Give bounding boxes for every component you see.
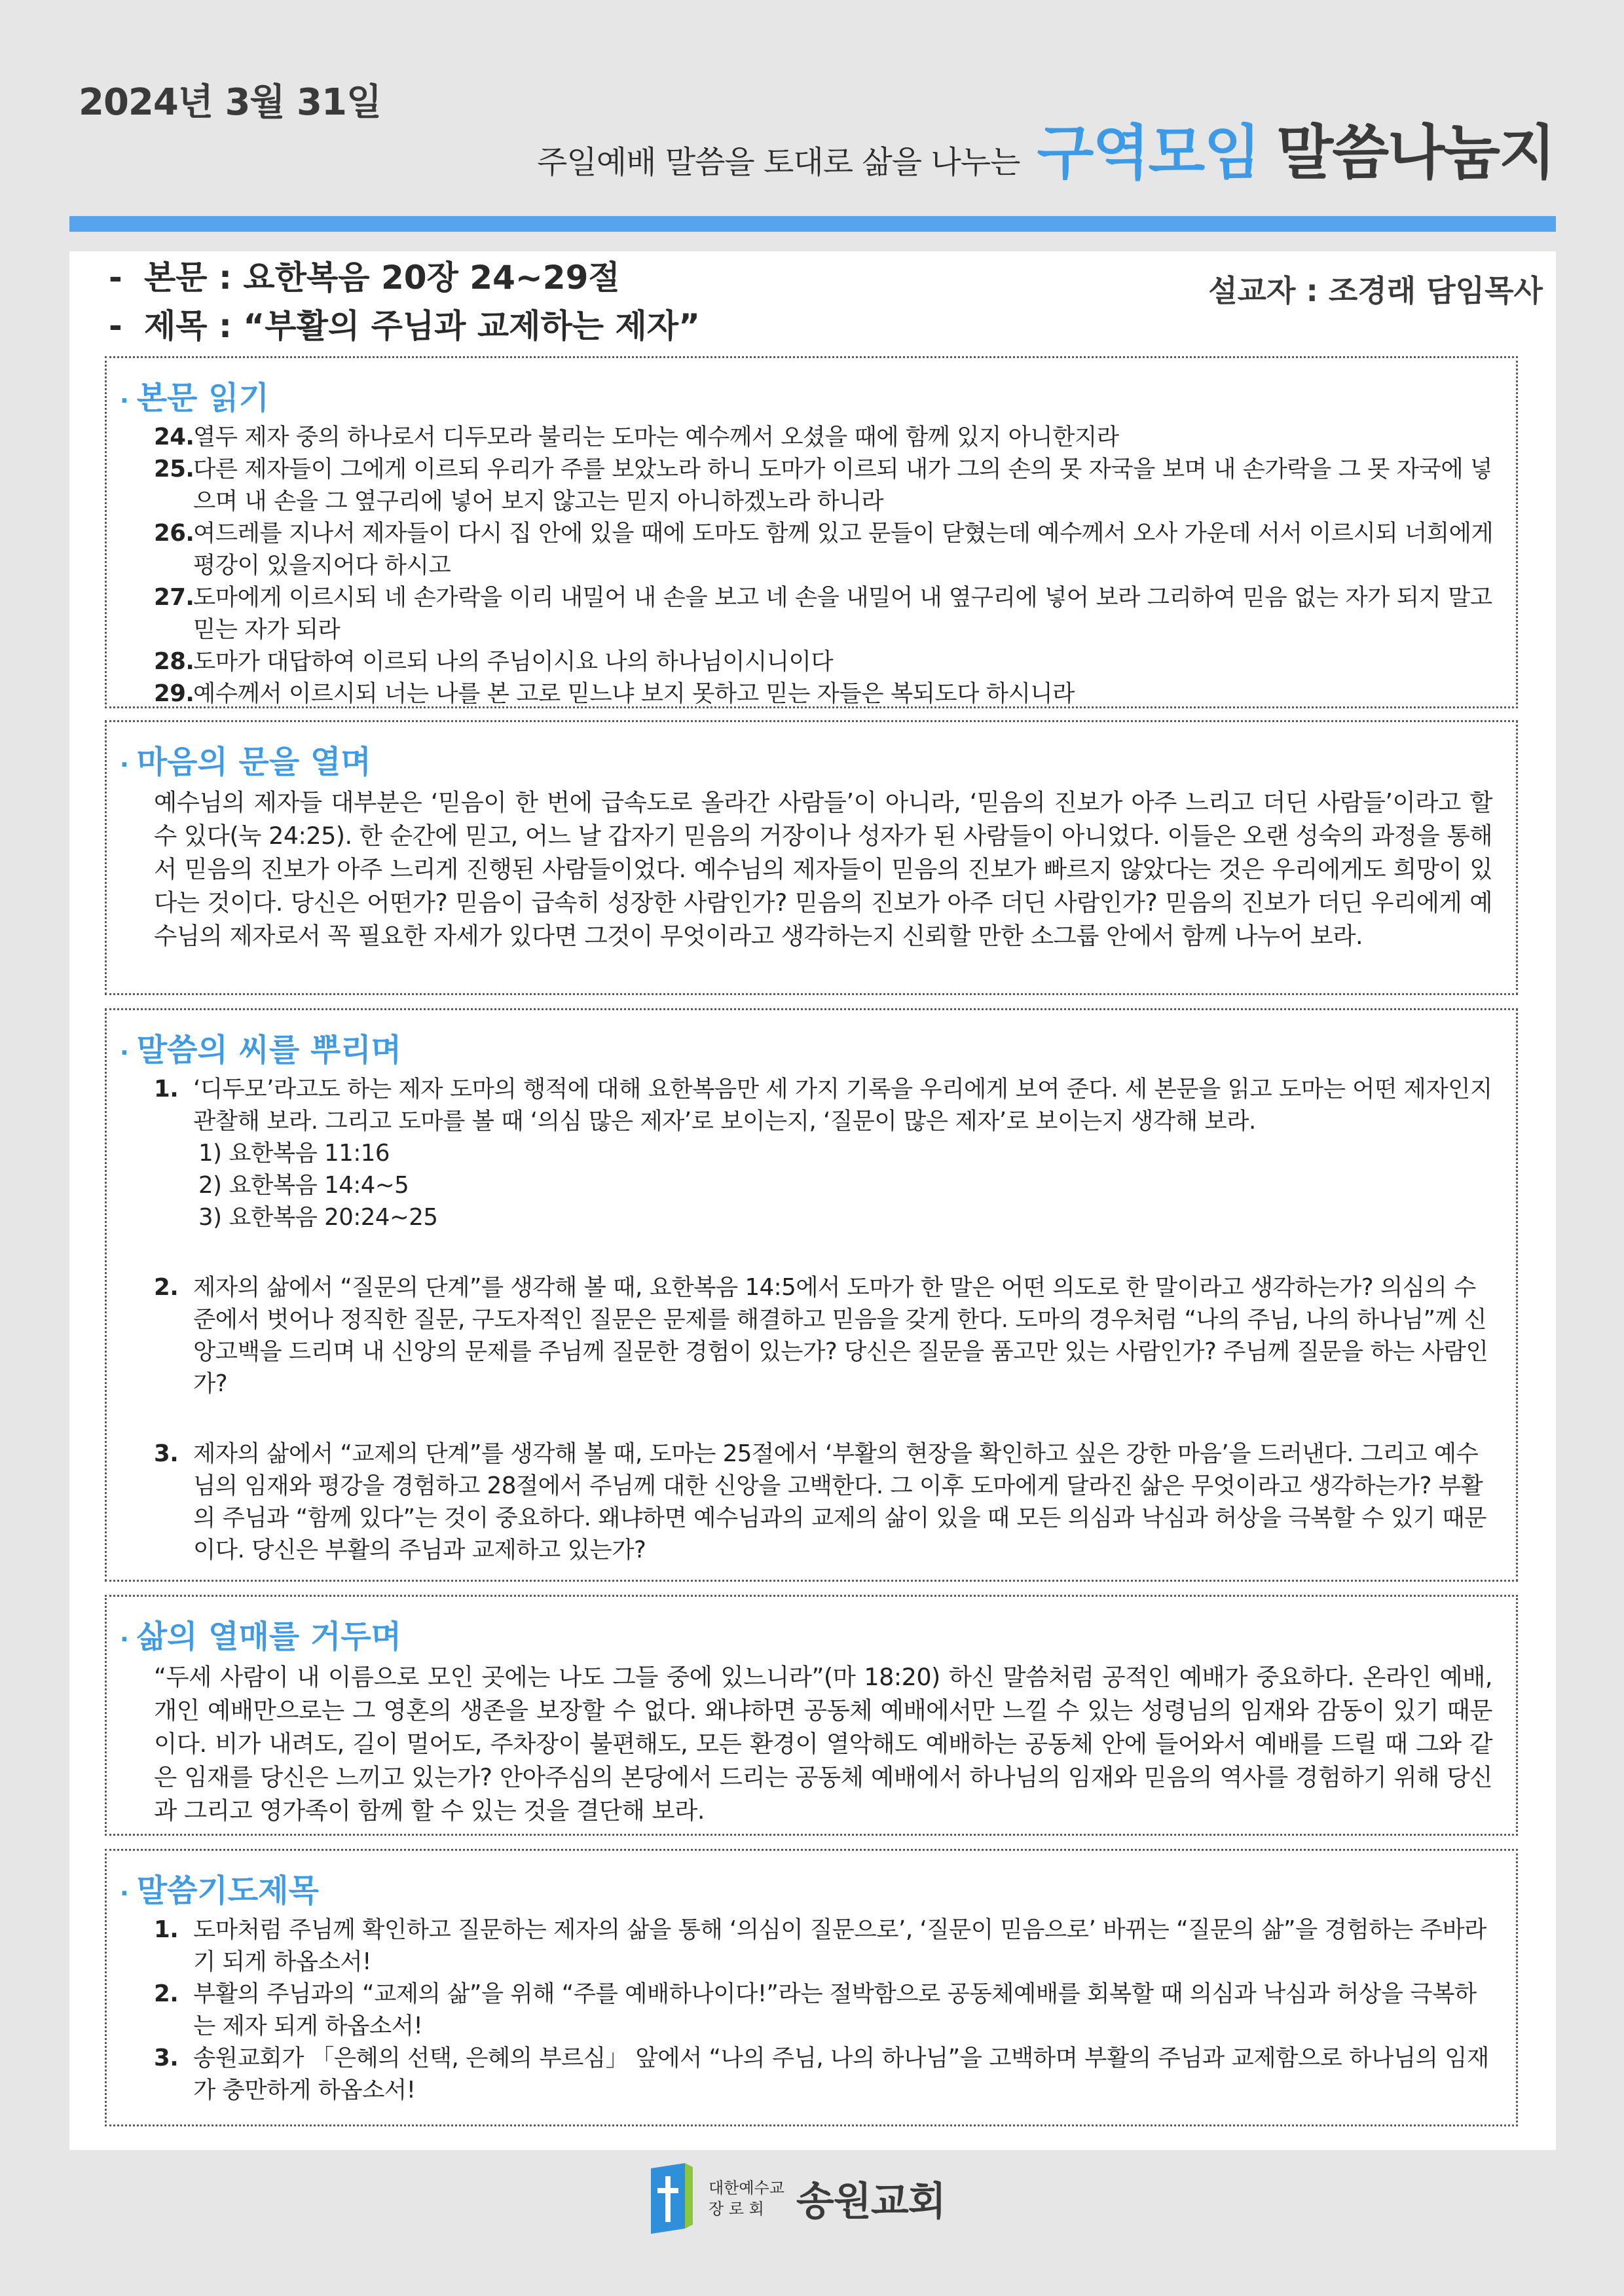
dot-bullet: · [120, 1040, 129, 1066]
section-heading [120, 1025, 1498, 1070]
dot-bullet: · [120, 1880, 129, 1907]
section-heading [120, 737, 1498, 782]
dot-bullet: · [120, 1626, 129, 1653]
list-item [154, 1914, 1498, 1978]
scripture-line [109, 251, 620, 299]
list-item [154, 422, 1498, 454]
item-text: 부활의 주님과의 “교제의 삶”을 위해 “주를 예배하나이다!”라는 절박함으로 공동체예배를 회복할 때 의심과 낙심과 허상을 극복하는 제자 되게 하옵소서! [193, 1980, 1477, 2039]
question-item [154, 1074, 1498, 1234]
item-number: 24. [154, 424, 194, 450]
item-number: 1. [154, 1916, 179, 1943]
item-number: 3. [154, 1440, 179, 1467]
verse-list [120, 422, 1498, 708]
item-text: 도마처럼 주님께 확인하고 질문하는 제자의 삶을 통해 ‘의심이 질문으로’, ‘질문이 믿음으로’ 바뀌는 “질문의 삶”을 경험하는 주바라기 되게 하옵소서! [193, 1916, 1486, 1975]
list-item [154, 582, 1498, 646]
item-text: 제자의 삶에서 “교제의 단계”를 생각해 볼 때, 도마는 25절에서 ‘부활의 현장을 확인하고 싶은 강한 마음’을 드러낸다. 그리고 예수님의 임재와 평강을 경험하고 28절에서 주님께 대한 신앙을 고백한다. 그 이후 도마에게 달라진 삶은 무엇이라고 생각하는가? 부활의 주님과 “함께 있다”는 것이 중요하다. 왜냐하면 예수님과의 교제의 삶이 있을 때 모든 의심과 낙심과 허상을 극복할 수 있기 때문이다. 당신은 부활의 주님과 교제하고 있는가? [193, 1440, 1486, 1563]
dot-bullet: · [120, 388, 129, 414]
section-heading-text: 마음의 문을 열며 [136, 744, 371, 780]
list-item [154, 678, 1498, 708]
title-highlight: 구역모임 [1037, 118, 1260, 187]
ref-item: 1) 요한복음 11:16 [198, 1139, 390, 1167]
item-number: 1. [154, 1076, 179, 1102]
preacher: 설교자 : 조경래 담임목사 [1208, 273, 1543, 308]
dash-bullet: - [109, 307, 122, 345]
item-number: 3. [154, 2044, 179, 2071]
date: 2024년 3월 31일 [79, 81, 382, 124]
scripture-reference: 본문 : 요한복음 20장 24~29절 [144, 259, 620, 297]
section-heading-text: 말씀기도제목 [136, 1872, 319, 1909]
section-heading [120, 373, 1498, 418]
item-number: 26. [154, 519, 194, 547]
sermon-title: 제목 : “부활의 주님과 교제하는 제자” [144, 307, 700, 345]
question-list [120, 1074, 1498, 1567]
denomination-line2: 장 로 회 [709, 2200, 764, 2218]
item-number: 28. [154, 647, 194, 675]
item-text: ‘디두모’라고도 하는 제자 도마의 행적에 대해 요한복음만 세 가지 기록을 우리에게 보여 준다. 세 본문을 읽고 도마는 어떤 제자인지 관찰해 보라. 그리고 도마를 볼 때 ‘의심 많은 제자’로 보이는지, ‘질문이 많은 제자’로 보이는지 생각해 보라. [193, 1076, 1492, 1135]
item-text: 제자의 삶에서 “질문의 단계”를 생각해 볼 때, 요한복음 14:5에서 도마가 한 말은 어떤 의도로 한 말이라고 생각하는가? 의심의 수준에서 벗어나 정직한 질문, 구도자적인 질문은 문제를 해결하고 믿음을 갖게 한다. 도마의 경우처럼 “나의 주님, 나의 하나님”께 신앙고백을 드리며 내 신앙의 문제를 주님께 질문한 경험이 있는가? 당신은 질문을 품고만 있는 사람인가? 주님께 질문을 하는 사람인가? [193, 1273, 1488, 1397]
item-text: 도마에게 이르시되 네 손가락을 이리 내밀어 내 손을 보고 네 손을 내밀어 내 옆구리에 넣어 보라 그리하여 믿음 없는 자가 되지 말고 믿는 자가 되라 [193, 583, 1492, 643]
title-main: 말씀나눔지 [1276, 118, 1555, 187]
item-number: 29. [154, 680, 194, 707]
dot-bullet: · [120, 752, 129, 778]
section-reading [105, 356, 1518, 708]
item-number: 27. [154, 583, 194, 611]
item-text: 도마가 대답하여 이르되 나의 주님이시요 나의 하나님이시니이다 [193, 647, 834, 675]
section-heading-text: 본문 읽기 [136, 380, 269, 416]
list-item [154, 646, 1498, 678]
sermon-title-line [109, 300, 700, 347]
denomination [709, 2178, 784, 2220]
header-divider-bar [69, 216, 1556, 232]
question-item [154, 1438, 1498, 1567]
content-sheet [69, 251, 1556, 2150]
section-seed [105, 1008, 1518, 1582]
question-item [154, 1272, 1498, 1400]
item-text: 예수께서 이르시되 너는 나를 본 고로 믿느냐 보지 못하고 믿는 자들은 복되도다 하시니라 [193, 680, 1075, 707]
section-paragraph: 예수님의 제자들 대부분은 ‘믿음이 한 번에 급속도로 올라간 사람들’이 아니라, ‘믿음의 진보가 아주 느리고 더딘 사람들’이라고 할 수 있다(눅 24:25). 한 순간에 믿고, 어느 날 갑자기 믿음의 거장이나 성자가 된 사람들이 아니었다. 이들은 오랜 성숙의 과정을 통해서 믿음의 진보가 아주 느리게 진행된 사람들이었다. 예수님의 제자들이 믿음의 진보가 빠르지 않았다는 것은 우리에게도 희망이 있다는 것이다. 당신은 어떤가? 믿음이 급속히 성장한 사람인가? 믿음의 진보가 아주 더딘 사람인가? 믿음의 진보가 더딘 우리에게 예수님의 제자로서 꼭 필요한 자세가 있다면 그것이 무엇이라고 생각하는지 신뢰할 만한 소그룹 안에서 함께 나누어 보라. [154, 788, 1492, 951]
section-heading [120, 1865, 1498, 1910]
denomination-line1: 대한예수교 [709, 2178, 784, 2197]
prayer-list [120, 1914, 1498, 2107]
item-number: 2. [154, 1980, 179, 2007]
page-title [537, 105, 1555, 190]
title-subtitle: 주일예배 말씀을 토대로 삶을 나누는 [536, 144, 1020, 181]
section-heading-text: 말씀의 씨를 뿌리며 [136, 1032, 402, 1068]
list-item [154, 1978, 1498, 2043]
list-item [154, 518, 1498, 582]
ref-item: 2) 요한복음 14:4~5 [198, 1171, 409, 1199]
church-logo [648, 2159, 946, 2238]
item-text: 다른 제자들이 그에게 이르되 우리가 주를 보았노라 하니 도마가 이르되 내가 그의 손의 못 자국을 보며 내 손가락을 그 못 자국에 넣으며 내 손을 그 옆구리에 넣어 보지 않고는 믿지 아니하겠노라 하니라 [193, 455, 1492, 515]
section-harvest [105, 1595, 1518, 1836]
item-text: 여드레를 지나서 제자들이 다시 집 안에 있을 때에 도마도 함께 있고 문들이 닫혔는데 예수께서 오사 가운데 서서 이르시되 너희에게 평강이 있을지어다 하시고 [193, 519, 1494, 579]
section-heading-text: 삶의 열매를 거두며 [136, 1618, 402, 1655]
item-number: 25. [154, 455, 194, 483]
section-prayer [105, 1849, 1518, 2126]
dash-bullet: - [109, 259, 122, 297]
section-paragraph: “두세 사람이 내 이름으로 모인 곳에는 나도 그들 중에 있느니라”(마 18:20) 하신 말씀처럼 공적인 예배가 중요하다. 온라인 예배, 개인 예배만으로는 그 영혼의 생존을 보장할 수 없다. 왜냐하면 공동체 예배에서만 느낄 수 있는 성령님의 임재와 감동이 있기 때문이다. 비가 내려도, 길이 멀어도, 주차장이 불편해도, 모든 환경이 열악해도 예배하는 공동체 안에 들어와서 예배를 드릴 때 그와 같은 임재를 당신은 느끼고 있는가? 안아주심의 본당에서 드리는 공동체 예배에서 하나님의 임재와 믿음의 역사를 경험하기 위해 당신과 그리고 영가족이 함께 할 수 있는 것을 결단해 보라. [154, 1663, 1492, 1825]
ref-item: 3) 요한복음 20:24~25 [198, 1203, 438, 1231]
section-heading [120, 1611, 1498, 1656]
item-text: 송원교회가 「은혜의 선택, 은혜의 부르심」 앞에서 “나의 주님, 나의 하나님”을 고백하며 부활의 주님과 교제함으로 하나님의 임재가 충만하게 하옵소서! [193, 2044, 1489, 2104]
section-opening [105, 720, 1518, 995]
list-item [154, 2043, 1498, 2107]
cross-logo-icon [648, 2163, 695, 2234]
list-item [154, 454, 1498, 518]
item-text: 열두 제자 중의 하나로서 디두모라 불리는 도마는 예수께서 오셨을 때에 함께 있지 아니한지라 [193, 424, 1119, 450]
church-name: 송원교회 [796, 2179, 946, 2225]
item-number: 2. [154, 1273, 179, 1301]
